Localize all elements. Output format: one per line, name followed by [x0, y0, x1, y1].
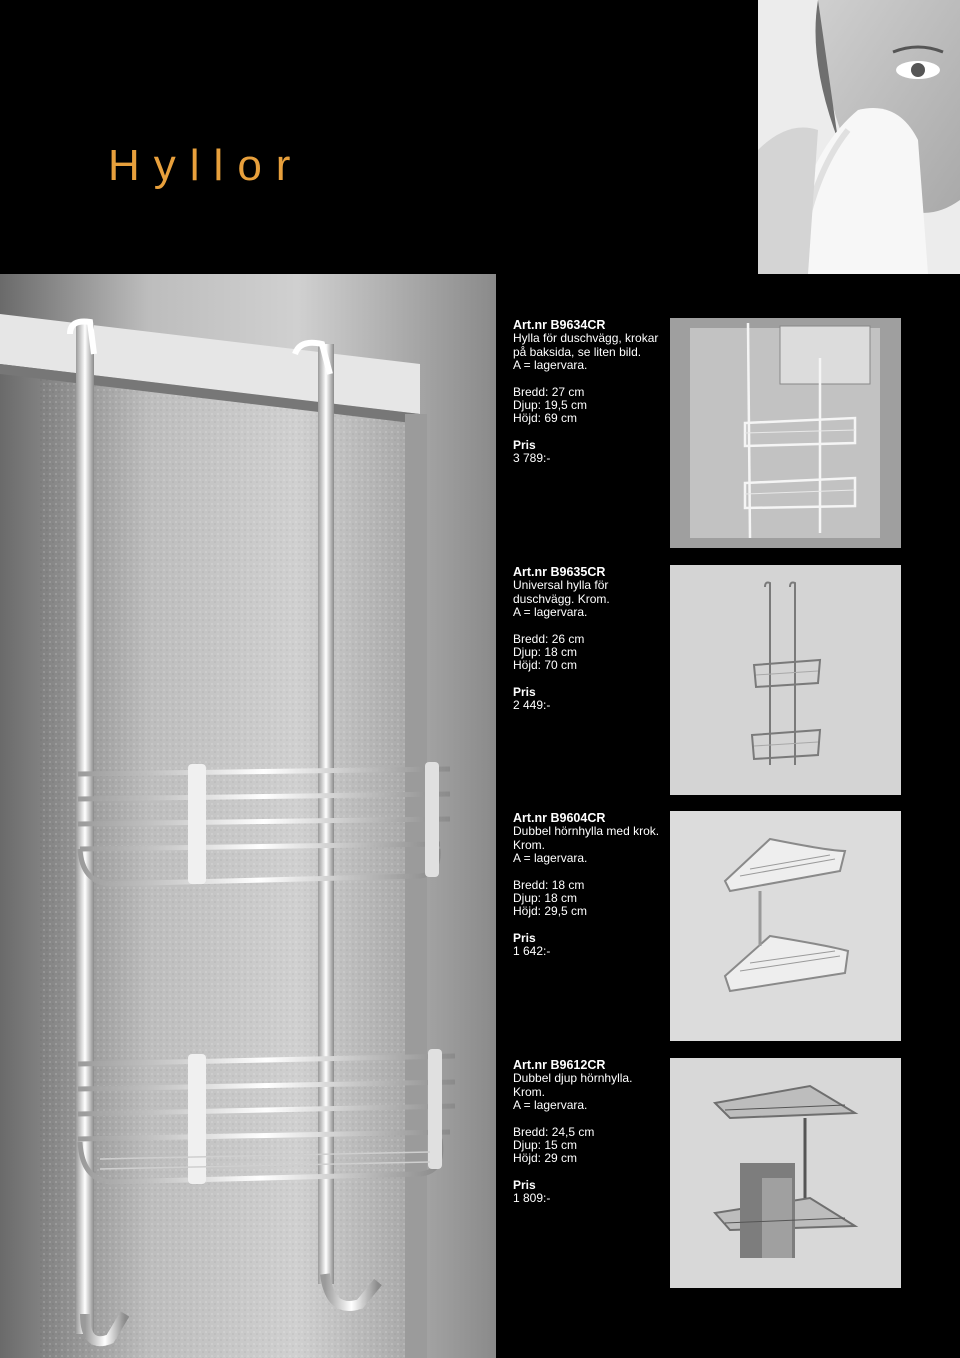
description-line: Universal hylla för — [513, 578, 609, 593]
width-spec: Bredd: 18 cm — [513, 877, 585, 892]
price-value: 1 809:- — [513, 1191, 551, 1206]
stock-note: A = lagervara. — [513, 605, 588, 620]
stock-note: A = lagervara. — [513, 358, 588, 373]
stock-note: A = lagervara. — [513, 851, 588, 866]
height-spec: Höjd: 70 cm — [513, 658, 578, 673]
product-b9604cr — [513, 812, 663, 959]
depth-spec: Djup: 19,5 cm — [513, 398, 588, 413]
description-line: på baksida, se liten bild. — [513, 344, 642, 359]
shower-shelf-main-photo — [0, 274, 496, 1358]
depth-spec: Djup: 18 cm — [513, 645, 578, 660]
price-label: Pris — [513, 1177, 536, 1192]
price-value: 1 642:- — [513, 944, 551, 959]
description-line: Dubbel hörnhylla med krok. — [513, 824, 660, 839]
width-spec: Bredd: 26 cm — [513, 631, 585, 646]
price-label: Pris — [513, 930, 536, 945]
stock-note: A = lagervara. — [513, 1098, 588, 1113]
price-value: 2 449:- — [513, 698, 551, 713]
price-value: 3 789:- — [513, 451, 551, 466]
description-line: Krom. — [513, 1084, 546, 1099]
product-photo-b9634cr — [670, 318, 901, 548]
description-line: Dubbel djup hörnhylla. — [513, 1071, 633, 1086]
product-photo-b9612cr — [670, 1058, 901, 1288]
product-b9635cr — [513, 566, 663, 713]
description-line: duschvägg. Krom. — [513, 591, 610, 606]
article-number: Art.nr B9612CR — [513, 1058, 606, 1072]
woman-towel-photo — [758, 0, 960, 274]
article-number: Art.nr B9604CR — [513, 811, 606, 825]
product-photo-b9604cr — [670, 811, 901, 1041]
depth-spec: Djup: 15 cm — [513, 1138, 578, 1153]
product-b9634cr — [513, 319, 663, 466]
description-line: Krom. — [513, 837, 546, 852]
price-label: Pris — [513, 684, 536, 699]
width-spec: Bredd: 27 cm — [513, 384, 585, 399]
depth-spec: Djup: 18 cm — [513, 891, 578, 906]
height-spec: Höjd: 29 cm — [513, 1151, 578, 1166]
article-number: Art.nr B9635CR — [513, 565, 606, 579]
height-spec: Höjd: 69 cm — [513, 411, 578, 426]
product-b9612cr — [513, 1059, 663, 1206]
page-title: Hyllor — [108, 141, 305, 191]
height-spec: Höjd: 29,5 cm — [513, 904, 588, 919]
article-number: Art.nr B9634CR — [513, 318, 606, 332]
description-line: Hylla för duschvägg, krokar — [513, 331, 659, 346]
price-label: Pris — [513, 437, 536, 452]
product-photo-b9635cr — [670, 565, 901, 795]
width-spec: Bredd: 24,5 cm — [513, 1124, 595, 1139]
